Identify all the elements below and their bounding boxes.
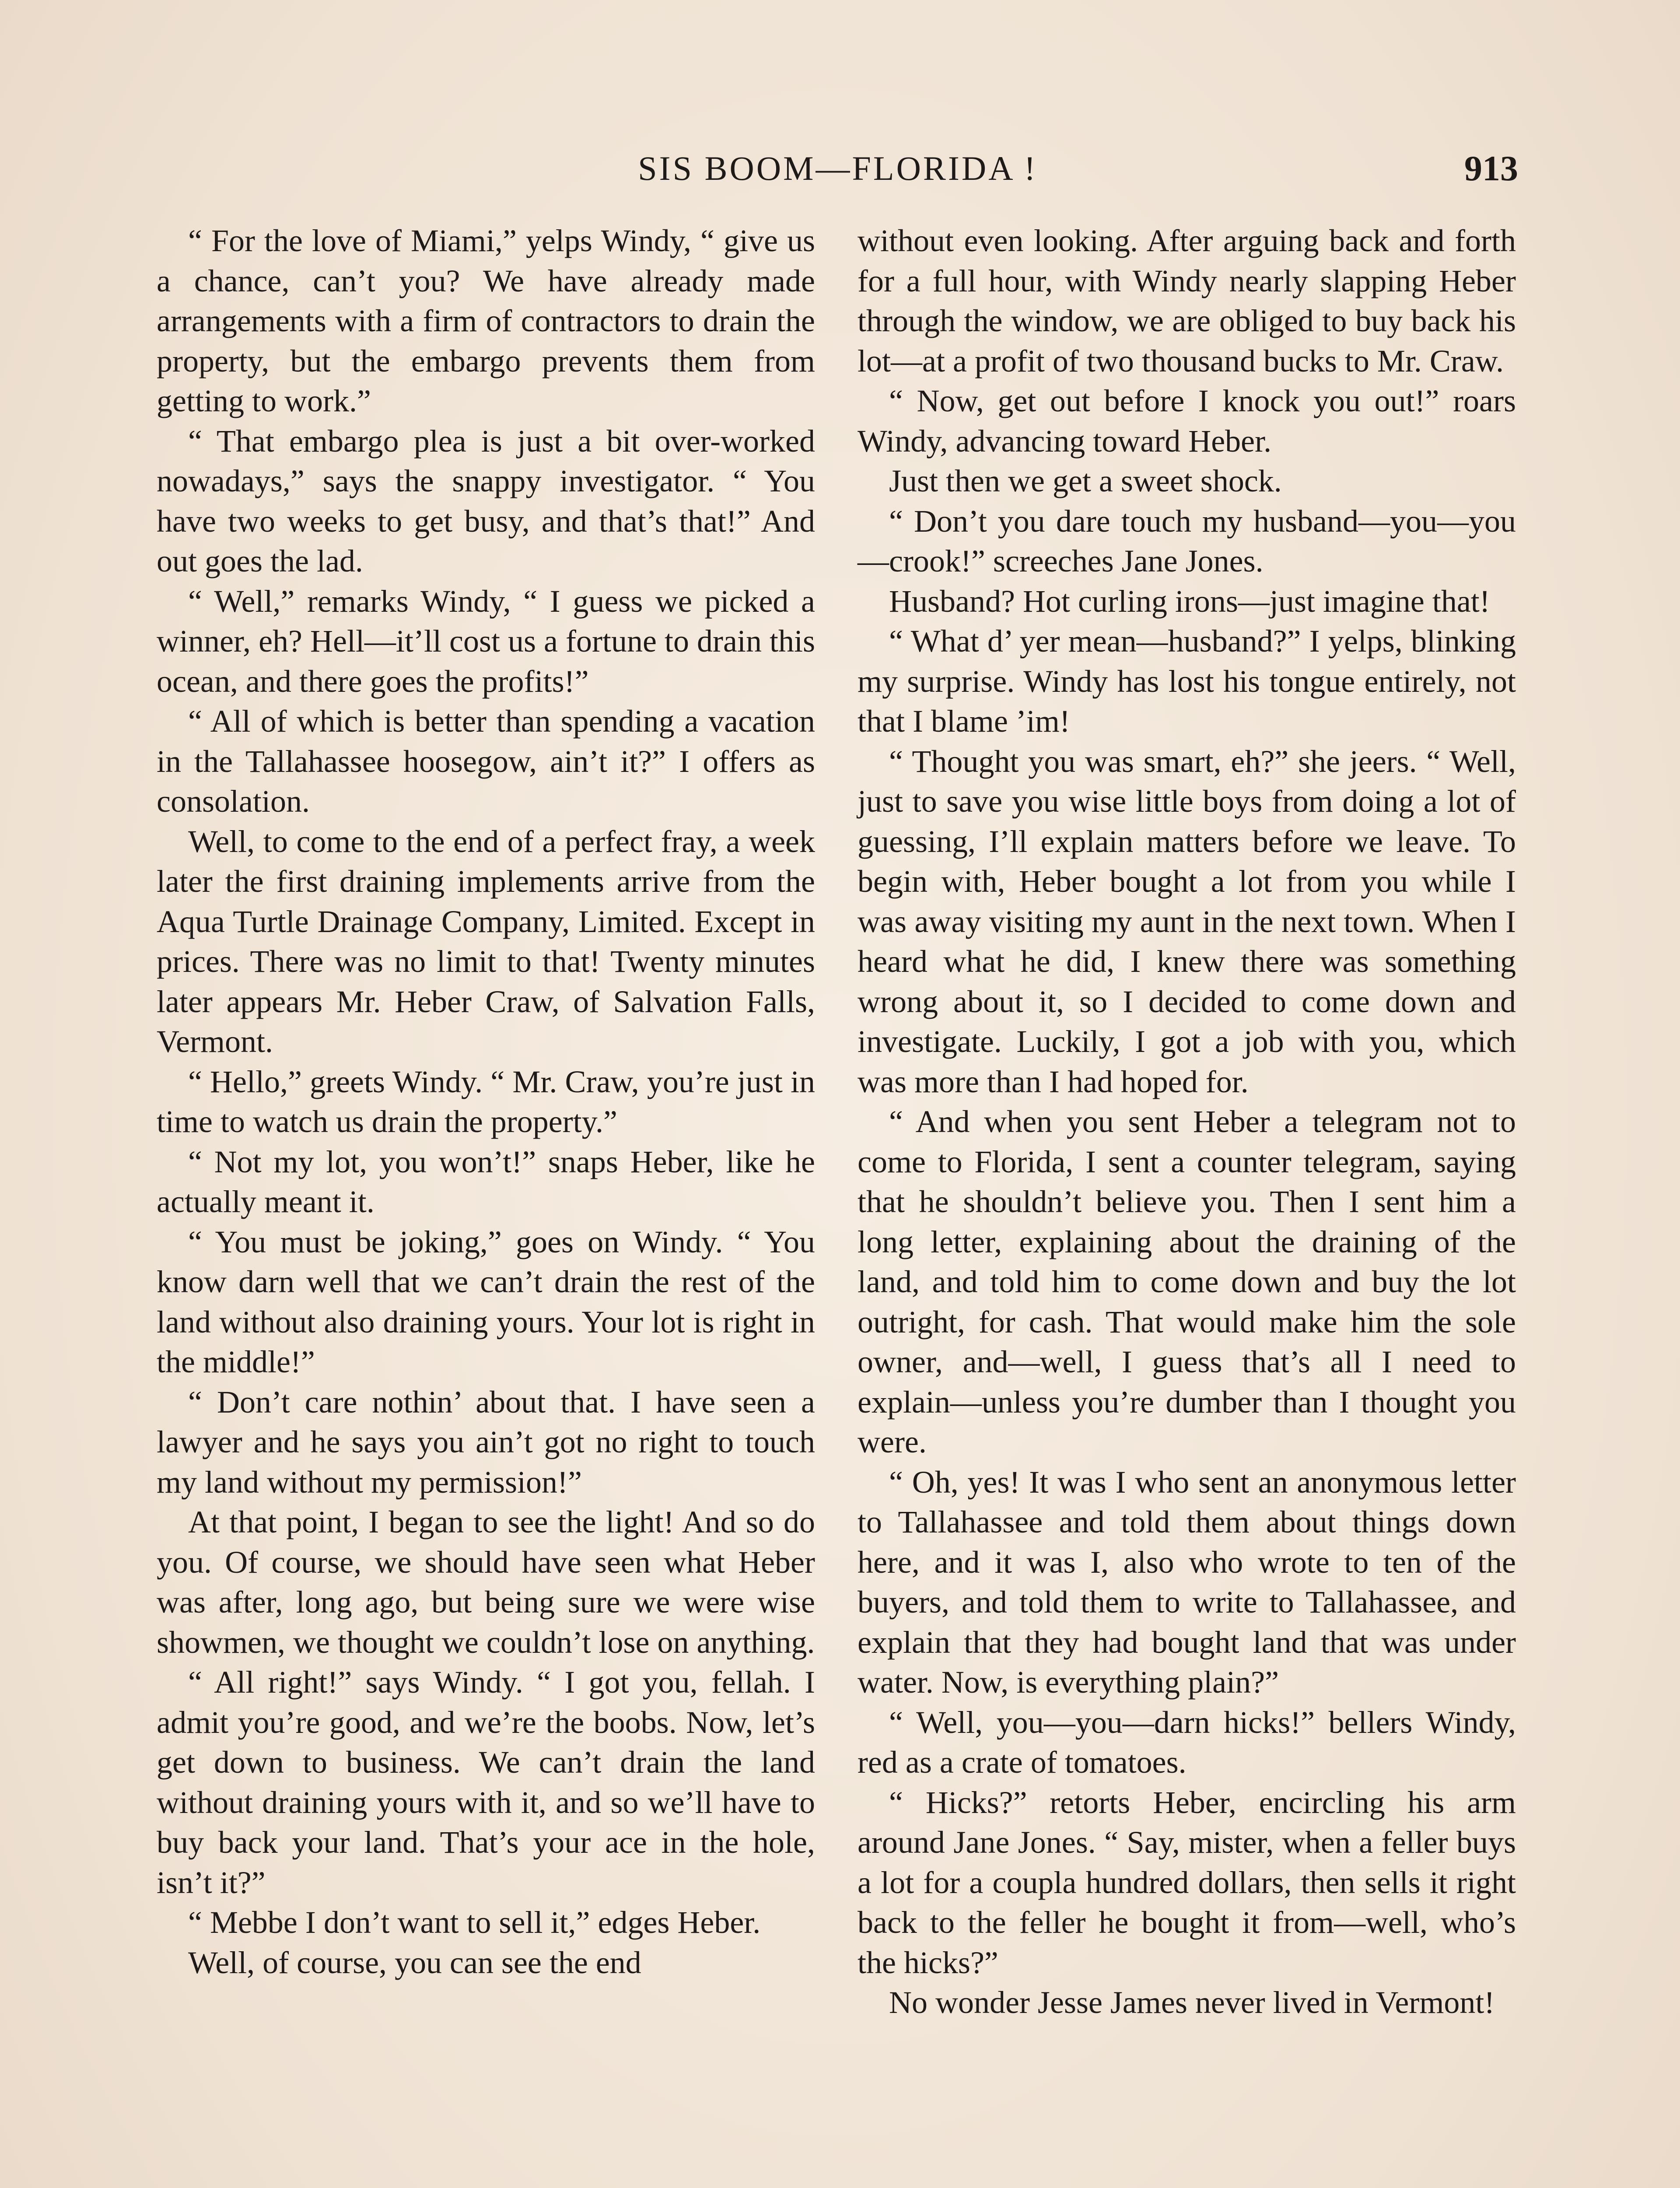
paragraph: Husband? Hot curling irons—just imagine that! [889, 583, 1490, 619]
left-column [157, 221, 815, 1983]
paragraph: “ Mebbe I don’t want to sell it,” edges Heber. [188, 1905, 761, 1940]
paragraph: “ Don’t you dare touch my husband—you—you—crook!” screeches Jane Jones. [858, 503, 1516, 579]
right-column [858, 221, 1516, 2023]
paragraph: “ Well, you—you—darn hicks!” bellers Windy, red as a crate of tomatoes. [858, 1704, 1516, 1780]
paragraph: “ Hicks?” retorts Heber, encircling his arm around Jane Jones. “ Say, mister, when a feller buys a lot for a coupla hundred dollars, then sells it right back to the feller he bought it from—well, who’s the hicks?” [858, 1785, 1516, 1980]
paragraph: “ All right!” says Windy. “ I got you, fellah. I admit you’re good, and we’re the boobs. Now, let’s get down to business. We can’t drain the land without draining yours with it, and so we’ll have to buy back your land. That’s your ace in the hole, isn’t it?” [157, 1665, 815, 1900]
paragraph: “ You must be joking,” goes on Windy. “ You know darn well that we can’t drain the rest of the land without also draining yours. Your lot is right in the middle!” [157, 1224, 815, 1379]
paragraph: “ Thought you was smart, eh?” she jeers. “ Well, just to save you wise little boys from doing a lot of guessing, I’ll explain matters before we leave. To begin with, Heber bought a lot from you while I was away visiting my aunt in the next town. When I heard what he did, I knew there was something wrong about it, so I decided to come down and investigate. Luckily, I got a job with you, which was more than I had hoped for. [858, 743, 1516, 1099]
page-header [158, 144, 1518, 193]
paragraph: “ Oh, yes! It was I who sent an anonymous letter to Tallahassee and told them about things down here, and it was I, also who wrote to ten of the buyers, and told them to write to Tallahassee, and explain that they had bought land that was under water. Now, is everything plain?” [858, 1464, 1516, 1700]
paragraph: Just then we get a sweet shock. [889, 463, 1282, 498]
paragraph: “ That embargo plea is just a bit over-worked nowadays,” says the snappy investigator. “ You have two weeks to get busy, and that’s that!” And out goes the lad. [157, 423, 815, 579]
paragraph: “ Hello,” greets Windy. “ Mr. Craw, you’re just in time to watch us drain the property.” [157, 1064, 815, 1139]
running-title: SIS BOOM—FLORIDA ! [638, 149, 1038, 187]
paragraph: “ And when you sent Heber a telegram not to come to Florida, I sent a counter telegram, saying that he shouldn’t believe you. Then I sent him a long letter, explaining about the draining of the land, and told him to come down and buy the lot outright, for cash. That would make him the sole owner, and—well, I guess that’s all I need to explain—unless you’re dumber than I thought you were. [858, 1104, 1516, 1459]
paragraph: Well, of course, you can see the end [188, 1945, 641, 1980]
page-number: 913 [1464, 148, 1518, 188]
paragraph: No wonder Jesse James never lived in Vermont! [889, 1985, 1495, 2020]
paragraph: “ Not my lot, you won’t!” snaps Heber, like he actually meant it. [157, 1144, 815, 1219]
paragraph: “ Well,” remarks Windy, “ I guess we picked a winner, eh? Hell—it’ll cost us a fortune to drain this ocean, and there goes the profits!” [157, 583, 815, 699]
paragraph: At that point, I began to see the light! And so do you. Of course, we should have seen what Heber was after, long ago, but being sure we were wise showmen, we thought we couldn’t lose on anything. [157, 1504, 815, 1660]
paragraph-continued: without even looking. After arguing back and forth for a full hour, with Windy nearly slapping Heber through the window, we are obliged to buy back his lot—at a profit of two thousand bucks to Mr. Craw. [858, 223, 1516, 379]
paragraph: Well, to come to the end of a perfect fray, a week later the first draining implements arrive from the Aqua Turtle Drainage Company, Limited. Except in prices. There was no limit to that! Twenty minutes later appears Mr. Heber Craw, of Salvation Falls, Vermont. [157, 824, 815, 1059]
paragraph: “ Don’t care nothin’ about that. I have seen a lawyer and he says you ain’t got no right to touch my land without my permission!” [157, 1384, 815, 1500]
paragraph: “ Now, get out before I knock you out!” roars Windy, advancing toward Heber. [858, 383, 1516, 459]
paragraph: “ All of which is better than spending a vacation in the Tallahassee hoosegow, ain’t it?” I offers as consolation. [157, 704, 815, 819]
paragraph: “ For the love of Miami,” yelps Windy, “ give us a chance, can’t you? We have already made arrangements with a firm of contractors to drain the property, but the embargo prevents them from getting to work.” [157, 223, 815, 418]
paragraph: “ What d’ yer mean—husband?” I yelps, blinking my surprise. Windy has lost his tongue entirely, not that I blame ’im! [858, 624, 1516, 739]
